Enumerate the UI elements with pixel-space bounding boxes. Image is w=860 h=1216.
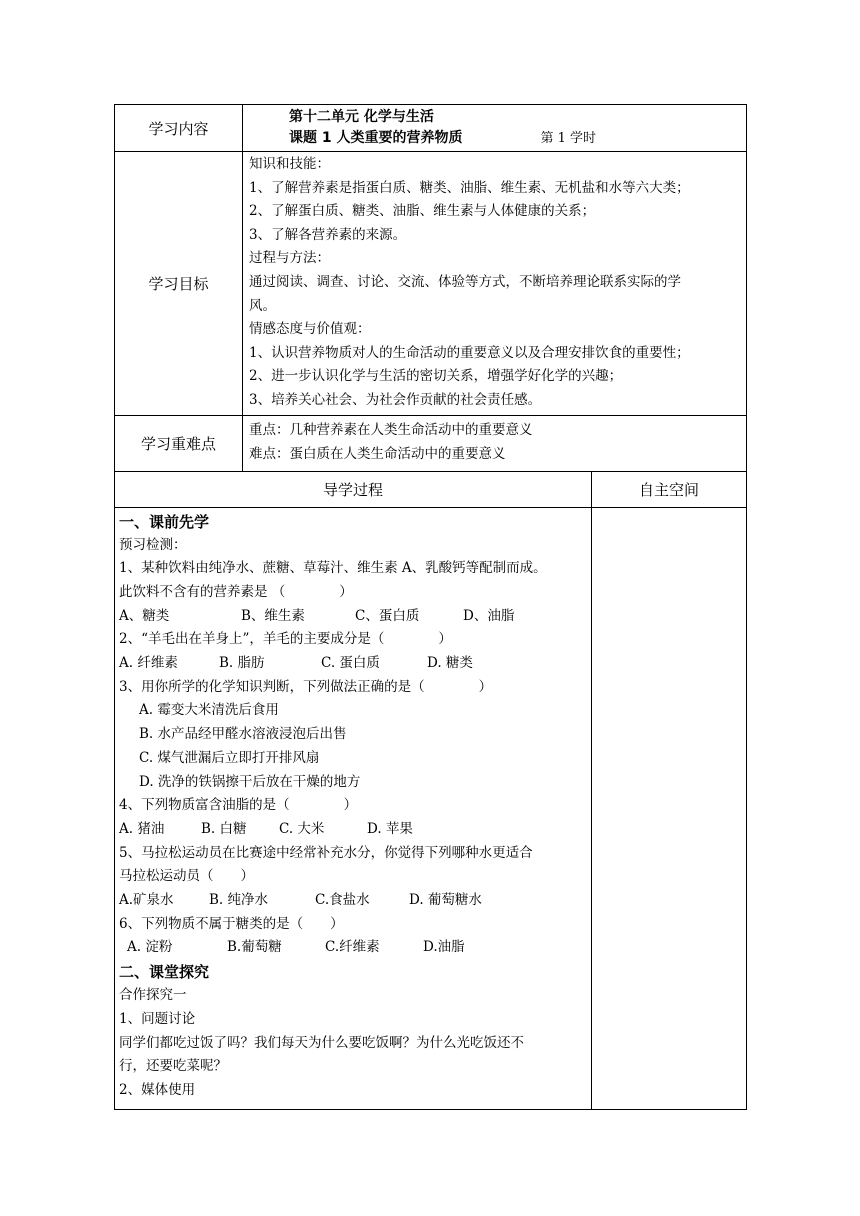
option: C. 蛋白质 <box>321 655 380 672</box>
option: D. 糖类 <box>427 655 473 672</box>
question-3-option: A. 霉变大米清洗后食用 <box>139 702 279 719</box>
process-cell <box>115 507 592 1109</box>
option: B、维生素 <box>241 607 305 624</box>
lesson-plan-table <box>114 104 747 1110</box>
option: A、糖类 <box>119 607 170 624</box>
question-5-options <box>119 889 585 913</box>
goals-line: 1、了解营养素是指蛋白质、糖类、油脂、维生素、无机盐和水等六大类； <box>249 179 690 196</box>
goals-cell <box>243 152 747 416</box>
class-explore-sub: 合作探究一 <box>119 987 187 1004</box>
question-1: 1、某种饮料由纯净水、蔗糖、草莓汁、维生素 A、乳酸钙等配制而成。 <box>119 560 547 577</box>
option: A.矿泉水 <box>119 892 174 909</box>
key-points-row <box>115 415 747 471</box>
option: C.纤维素 <box>325 939 380 956</box>
key-point-line: 重点：几种营养素在人类生命活动中的重要意义 <box>249 421 533 438</box>
goals-line: 知识和技能： <box>249 156 330 172</box>
option: C.食盐水 <box>315 892 370 909</box>
process-row <box>115 507 747 1109</box>
goals-line: 风。 <box>249 297 276 314</box>
question-2: 2、“羊毛出在羊身上”，羊毛的主要成分是（ ） <box>119 631 452 648</box>
option: D. 苹果 <box>367 820 413 837</box>
question-1-options <box>119 605 585 629</box>
question-6-options <box>119 936 585 960</box>
key-point-line: 难点：蛋白质在人类生命活动中的重要意义 <box>249 445 506 462</box>
media-item: 2、媒体使用 <box>119 1082 196 1098</box>
class-explore-heading: 二、课堂探究 <box>119 963 210 982</box>
pre-study-intro: 预习检测： <box>119 536 187 553</box>
goals-line: 2、进一步认识化学与生活的密切关系，增强学好化学的兴趣； <box>249 368 623 385</box>
option: D、油脂 <box>463 607 515 624</box>
option: C. 大米 <box>279 820 325 837</box>
option: B. 纯净水 <box>209 892 269 909</box>
discussion-item: 1、问题讨论 <box>119 1010 196 1027</box>
header-row <box>115 471 747 507</box>
question-3-option: C. 煤气泄漏后立即打开排风扇 <box>139 749 320 766</box>
process-header: 导学过程 <box>115 471 592 507</box>
discussion-text-cont: 行，还要吃菜呢？ <box>119 1058 227 1075</box>
question-6: 6、下列物质不属于糖类的是（ ） <box>119 915 344 932</box>
pre-study-heading: 一、课前先学 <box>119 512 210 531</box>
question-4: 4、下列物质富含油脂的是（ ） <box>119 797 358 814</box>
content-label: 学习内容 <box>115 105 243 152</box>
question-5: 5、马拉松运动员在比赛途中经常补充水分，你觉得下列哪种水更适合 <box>119 844 533 861</box>
option: B. 白糖 <box>201 820 247 837</box>
period-label: 第 1 学时 <box>540 131 597 146</box>
goals-line: 1、认识营养物质对人的生命活动的重要意义以及合理安排饮食的重要性； <box>249 344 690 361</box>
goals-line: 3、培养关心社会、为社会作贡献的社会责任感。 <box>249 391 542 408</box>
lesson-title: 课题 1 人类重要的营养物质 <box>289 130 463 146</box>
content-row <box>115 105 747 152</box>
goals-line: 过程与方法： <box>249 250 330 267</box>
question-1-cont: 此饮料不含有的营养素是 （ ） <box>119 583 353 600</box>
unit-title: 第十二单元 化学与生活 <box>289 109 434 125</box>
goals-line: 情感态度与价值观： <box>249 321 371 338</box>
question-3: 3、用你所学的化学知识判断，下列做法正确的是（ ） <box>119 678 493 695</box>
key-points-cell <box>243 415 747 471</box>
option: D.油脂 <box>423 939 465 956</box>
goals-label: 学习目标 <box>115 152 243 416</box>
option: B. 脂肪 <box>219 655 265 672</box>
goals-line: 2、了解蛋白质、糖类、油脂、维生素与人体健康的关系； <box>249 203 596 220</box>
question-2-options <box>119 652 585 676</box>
question-3-option: B. 水产品经甲醛水溶液浸泡后出售 <box>139 726 347 743</box>
space-header: 自主空间 <box>592 471 747 507</box>
option: A. 纤维素 <box>119 655 178 672</box>
goals-line: 3、了解各营养素的来源。 <box>249 226 407 243</box>
goals-line: 通过阅读、调查、讨论、交流、体验等方式，不断培养理论联系实际的学 <box>249 273 681 290</box>
option: A. 猪油 <box>119 820 165 837</box>
question-5-cont: 马拉松运动员（ ） <box>119 868 254 885</box>
question-3-option: D. 洗净的铁锅擦干后放在干燥的地方 <box>139 773 361 790</box>
option: A. 淀粉 <box>127 939 173 956</box>
self-study-space[interactable] <box>592 507 747 1109</box>
option: D. 葡萄糖水 <box>409 892 482 909</box>
goals-row <box>115 152 747 416</box>
title-cell <box>243 105 747 152</box>
question-4-options <box>119 818 585 842</box>
key-points-label: 学习重难点 <box>115 415 243 471</box>
option: C、蛋白质 <box>355 607 420 624</box>
discussion-text: 同学们都吃过饭了吗？我们每天为什么要吃饭啊？为什么光吃饭还不 <box>119 1034 524 1051</box>
option: B.葡萄糖 <box>227 939 282 956</box>
